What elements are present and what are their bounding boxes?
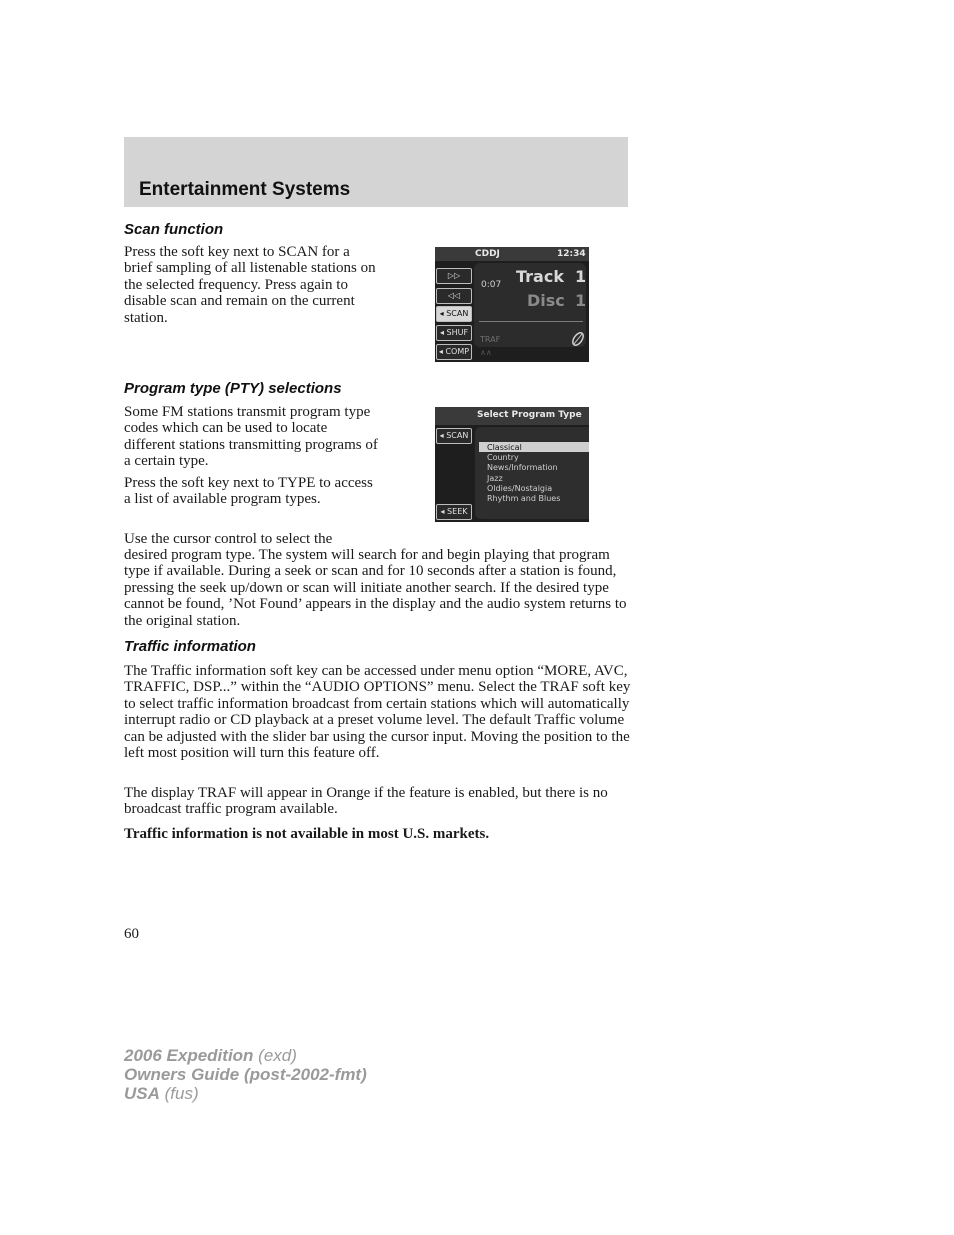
track-number: 1 xyxy=(575,267,587,286)
pty-seek-key: ◂ SEEK xyxy=(436,504,472,520)
traf-indicator: TRAF xyxy=(480,335,501,344)
section-title: Entertainment Systems xyxy=(139,179,351,200)
pty-list-panel xyxy=(475,427,589,519)
elapsed-time: 0:07 xyxy=(481,280,502,290)
pty-list-item: Classical xyxy=(487,443,522,452)
display-clock: 12:34 xyxy=(557,249,586,259)
cd-disc-icon xyxy=(571,331,585,347)
signal-icon: ∧∧ xyxy=(480,348,492,357)
pty-list-item: Oldies/Nostalgia xyxy=(487,484,553,493)
footer-guide: Owners Guide (post-2002-fmt) xyxy=(124,1065,367,1084)
traffic-note: Traffic information is not available in most U.S. markets. xyxy=(124,826,490,842)
compress-key: ◂ COMP xyxy=(436,344,472,360)
footer-model-code: (exd) xyxy=(258,1046,297,1065)
display-source: CDDJ xyxy=(475,249,500,259)
track-label: Track xyxy=(516,267,564,286)
document-footer xyxy=(124,1046,367,1103)
pty-paragraph-3-start: Use the cursor control to select the xyxy=(124,531,333,547)
section-header xyxy=(124,137,628,207)
pty-paragraph-3-rest: desired program type. The system will search for and begin playing that program type if available. During a seek or scan and for 10 seconds after a station is found, pressing the seek up/down or scan will initiate another search. If the desired type cannot be found, ’Not Found’ appears in the display and the audio system returns to the original station. xyxy=(124,547,627,629)
footer-market: USA xyxy=(124,1084,160,1103)
disc-label: Disc xyxy=(527,291,565,310)
pty-list-item: News/Information xyxy=(487,463,558,472)
footer-market-code: (fus) xyxy=(164,1084,199,1103)
shuffle-key: ◂ SHUF xyxy=(436,325,472,341)
pty-list-item: Rhythm and Blues xyxy=(487,494,561,503)
traffic-paragraph-2: The display TRAF will appear in Orange if the feature is enabled, but there is no broadcast traffic program available. xyxy=(124,785,608,818)
page-number: 60 xyxy=(124,926,139,942)
pty-title: Select Program Type xyxy=(477,410,582,420)
scan-key: ◂ SCAN xyxy=(436,306,472,322)
pty-list-item: Country xyxy=(487,453,519,462)
display-divider xyxy=(479,321,583,322)
scan-heading: Scan function xyxy=(124,221,224,238)
traffic-heading: Traffic information xyxy=(124,638,256,655)
pty-paragraph-1: Some FM stations transmit program type codes which can be used to locate different stations transmitting programs of a certain type. xyxy=(124,404,378,470)
footer-model: 2006 Expedition xyxy=(124,1046,254,1065)
scan-body: Press the soft key next to SCAN for a brief sampling of all listenable stations on the selected frequency. Press again to disable scan and remain on the current station. xyxy=(124,244,376,326)
rewind-key: ◁◁ xyxy=(436,288,472,304)
pty-list-item: Jazz xyxy=(487,474,503,483)
cddj-display-image xyxy=(435,247,589,362)
pty-scan-key: ◂ SCAN xyxy=(436,428,472,444)
pty-paragraph-2: Press the soft key next to TYPE to access a list of available program types. xyxy=(124,475,373,508)
fast-forward-key: ▷▷ xyxy=(436,268,472,284)
disc-number: 1 xyxy=(575,291,587,310)
pty-heading: Program type (PTY) selections xyxy=(124,380,342,397)
traffic-paragraph-1: The Traffic information soft key can be accessed under menu option “MORE, AVC, TRAFFIC, DSP...” within the “AUDIO OPTIONS” menu. Select the TRAF soft key to select traffic information broadcast from certain stations which will automatically interrupt radio or CD playback at a preset volume level. The default Traffic volume can be adjusted with the slider bar using the cursor input. Moving the position to the left most position will turn this feature off. xyxy=(124,663,631,762)
program-type-display-image xyxy=(435,407,589,522)
